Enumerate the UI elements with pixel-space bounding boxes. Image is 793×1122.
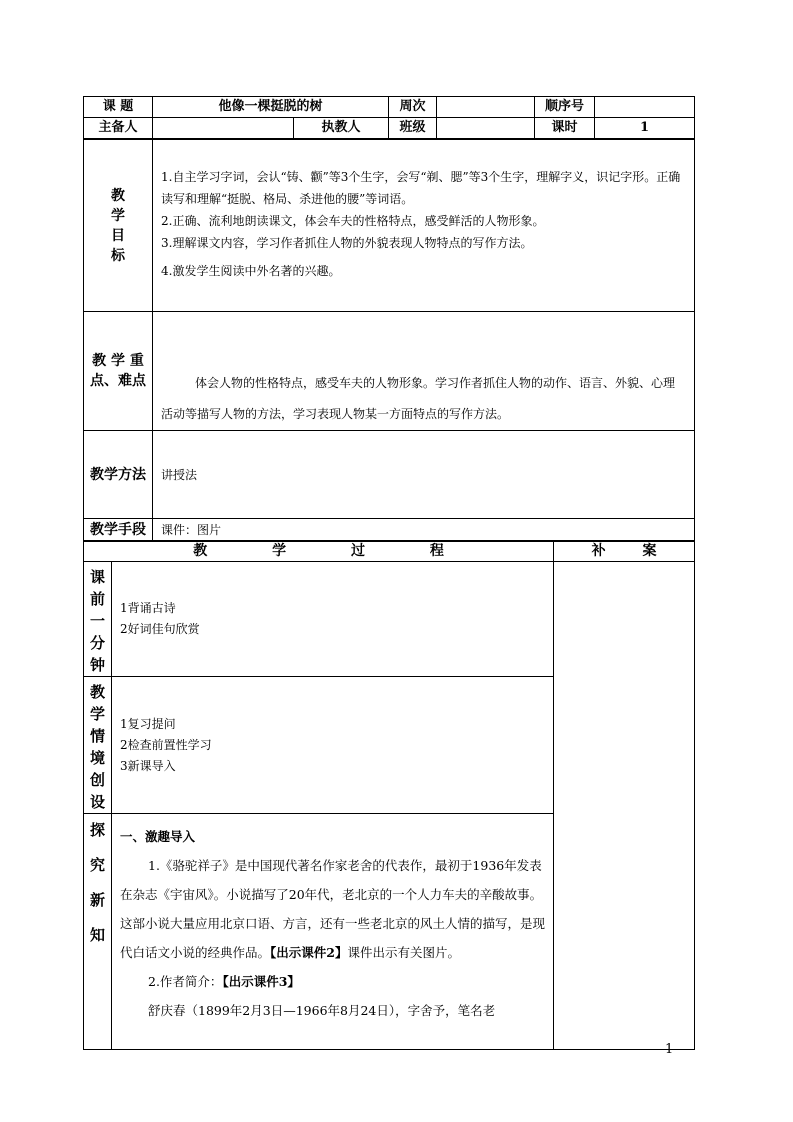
situation-label: 教 学 情 境 创 设 [84, 677, 112, 814]
preparer-value [153, 118, 294, 138]
goal-item: 4.激发学生阅读中外名著的兴趣。 [161, 264, 341, 278]
supplement-header: 补 案 [554, 541, 695, 562]
list-item: 1复习提问 [120, 716, 176, 731]
explore-cell [112, 814, 554, 1050]
plan-table [83, 139, 695, 542]
key-points-text: 体会人物的性格特点，感受车夫的人物形象。学习作者抓住人物的动作、语言、外貌、心理活动等描写人物的方法，学习表现人物某一方面特点的写作方法。 [153, 312, 695, 431]
key-points-label: 教 学 重 点、难点 [84, 312, 153, 431]
preparer-label: 主备人 [84, 118, 153, 139]
list-item: 2检查前置性学习 [120, 737, 212, 752]
pre-class-cell [112, 562, 554, 677]
list-item: 2好词佳句欣赏 [120, 622, 200, 636]
period-label: 课时 [535, 118, 595, 139]
section-heading: 一、激趣导入 [120, 829, 196, 844]
method-label: 教学方法 [84, 431, 153, 519]
page-number: 1 [665, 1042, 674, 1057]
course-label: 课 题 [84, 97, 153, 118]
means-value: 课件：图片 [153, 519, 695, 542]
week-value [437, 97, 535, 118]
teacher-label: 执教人 [321, 120, 361, 135]
pre-class-label: 课 前 一 分 钟 [84, 562, 112, 677]
paragraph: 舒庆春（1899年2月3日—1966年8月24日），字舍予，笔名老 [148, 1003, 496, 1018]
goal-item: 3.理解课文内容，学习作者抓住人物的外貌表现人物特点的写作方法。 [161, 236, 533, 250]
class-value [437, 118, 535, 139]
process-table [83, 540, 695, 1050]
order-value [595, 97, 695, 118]
class-label: 班级 [389, 118, 437, 139]
paragraph: 2.作者简介：【出示课件3】 [148, 974, 300, 989]
means-label: 教学手段 [84, 519, 153, 542]
course-title: 他像一棵挺脱的树 [153, 97, 389, 118]
goals-label: 教 学 目 标 [84, 140, 153, 312]
period-value: 1 [595, 118, 695, 139]
situation-cell [112, 677, 554, 814]
supplement-cell [554, 562, 695, 1050]
teacher-cell [153, 118, 389, 139]
method-value: 讲授法 [153, 431, 695, 519]
week-label: 周次 [389, 97, 437, 118]
list-item: 3新课导入 [120, 758, 176, 773]
goal-item: 1.自主学习字词，会认“铸、颧”等3个生字，会写“剃、腮”等3个生字，理解字义，识记字形。正确读写和理解“挺脱、格局、杀进他的腰”等词语。 [161, 170, 681, 206]
explore-label: 探 究 新 知 [84, 814, 112, 1050]
header-table [83, 96, 695, 139]
goal-item: 2.正确、流利地朗读课文，体会车夫的性格特点，感受鲜活的人物形象。 [161, 214, 545, 228]
order-label: 顺序号 [535, 97, 595, 118]
process-header: 教 学 过 程 [84, 541, 554, 562]
list-item: 1背诵古诗 [120, 601, 176, 615]
goals-cell [153, 140, 695, 312]
paragraph: 1.《骆驼祥子》是中国现代著名作家老舍的代表作，最初于1936年发表在杂志《宇宙风》。小说描写了20年代，老北京的一个人力车夫的辛酸故事。这部小说大量应用北京口语、方言，还有一些老北京的风土人情的描写，是现代白话文小说的经典作品。【出示课件2】课件出示有关图片。 [120, 858, 546, 960]
